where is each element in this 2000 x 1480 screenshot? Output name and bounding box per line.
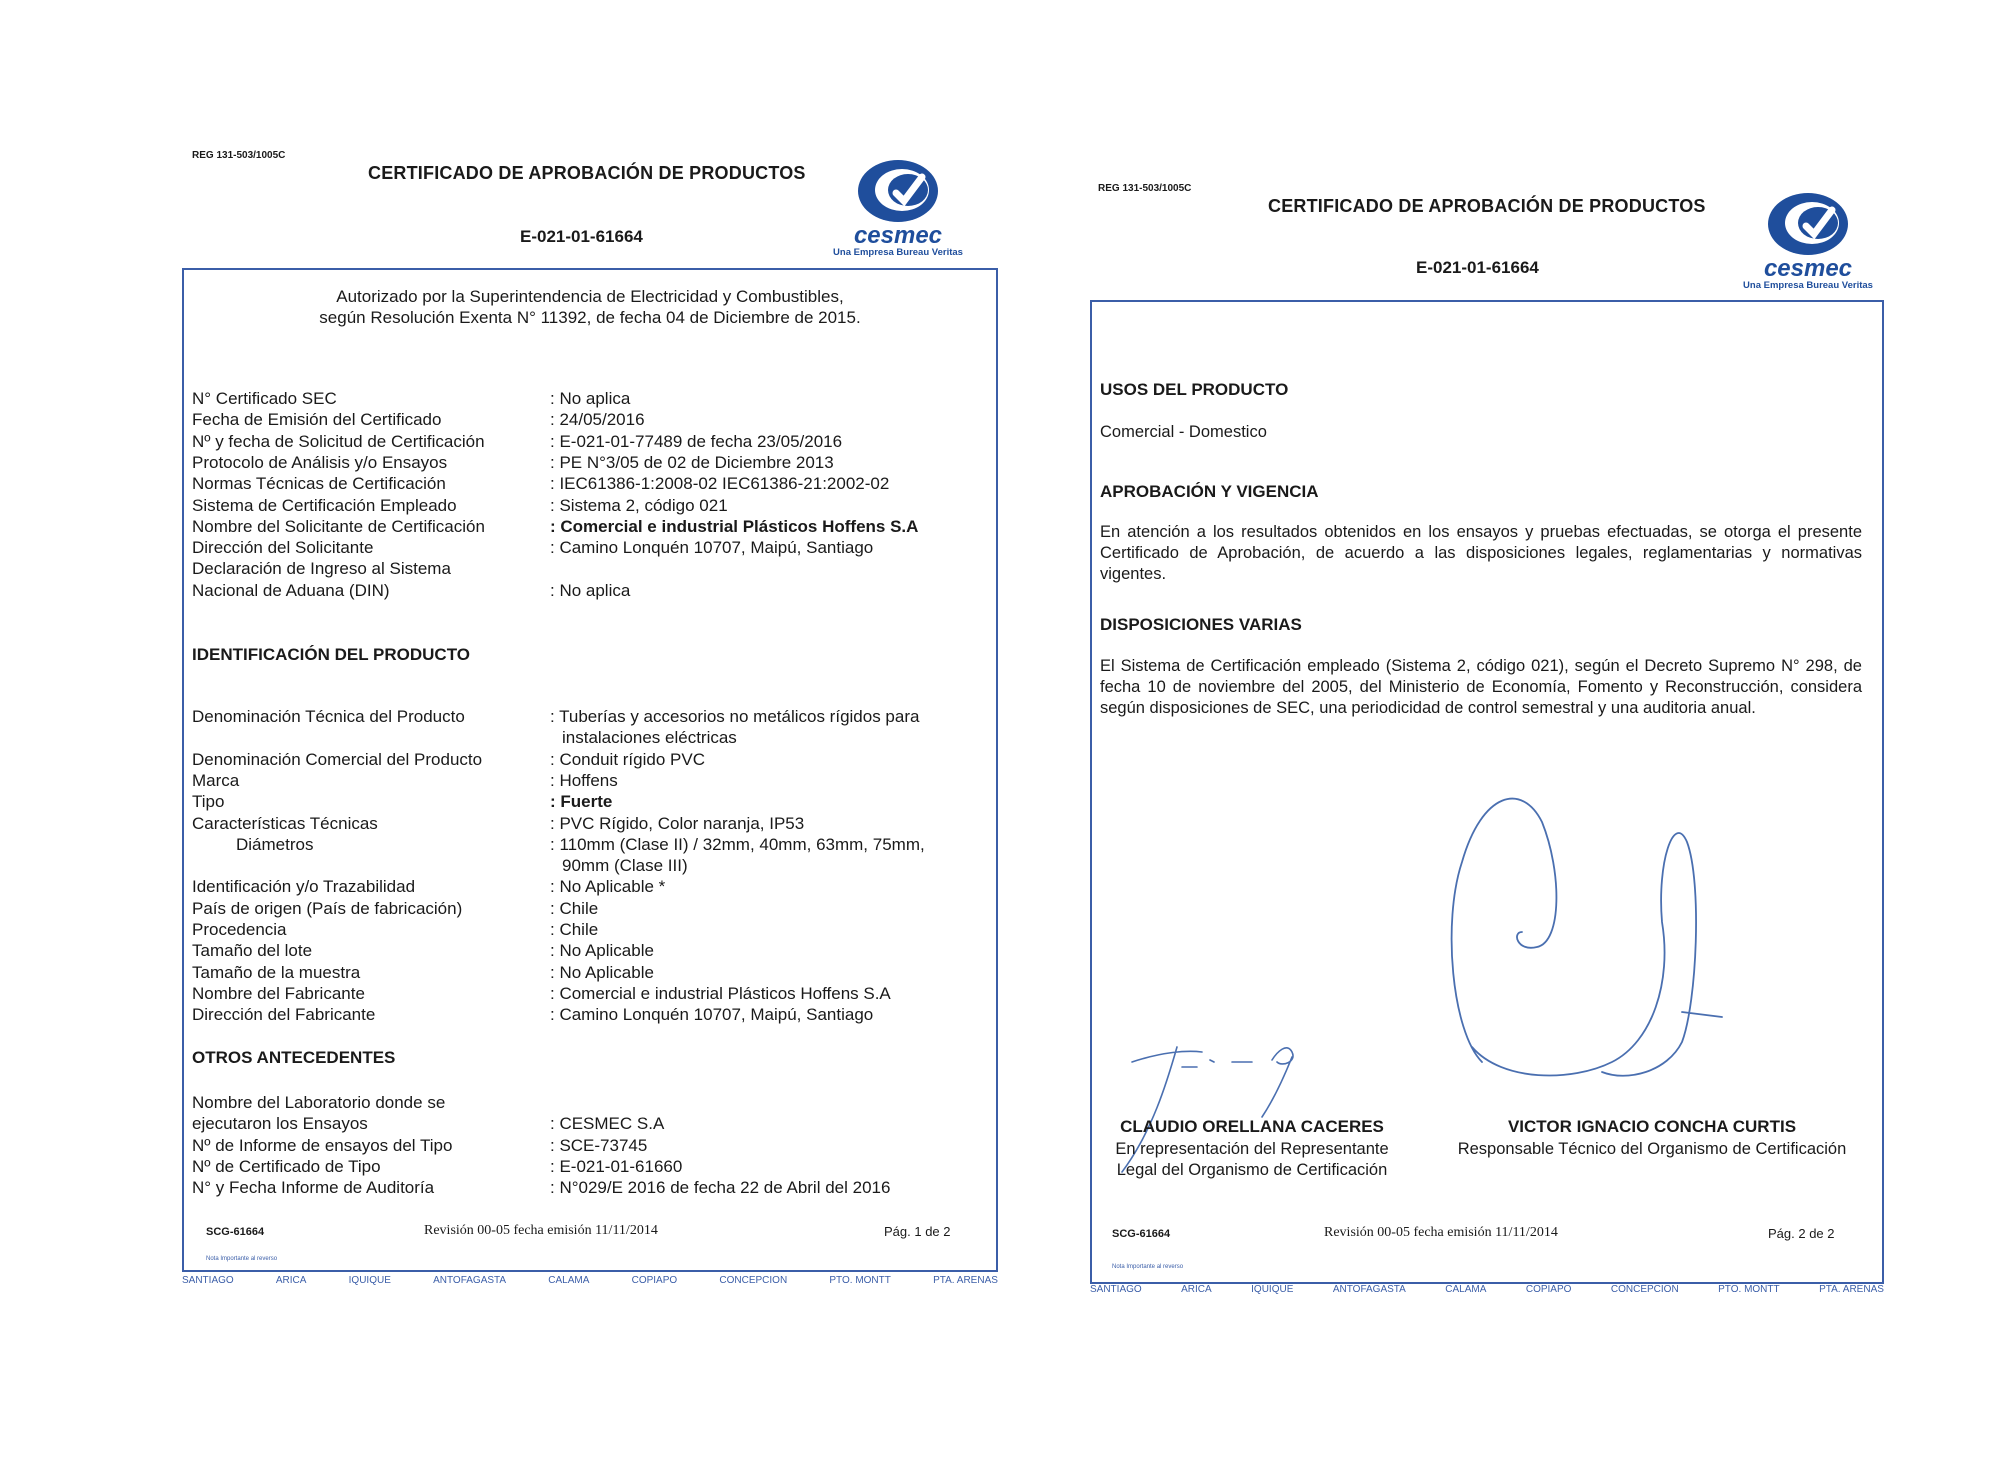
footer-revision: Revisión 00-05 fecha emisión 11/11/2014 bbox=[424, 1223, 658, 1238]
info-value: : No Aplicable bbox=[550, 962, 654, 982]
info-label: Dirección del Fabricante bbox=[192, 1005, 376, 1025]
info-label: Tamaño del lote bbox=[192, 941, 313, 961]
logo-tagline: Una Empresa Bureau Veritas bbox=[1743, 280, 1873, 291]
identification-heading: IDENTIFICACIÓN DEL PRODUCTO bbox=[192, 645, 470, 664]
info-label: Nacional de Aduana (DIN) bbox=[192, 580, 390, 600]
signatory-1-name: CLAUDIO ORELLANA CACERES bbox=[1120, 1117, 1384, 1136]
office-cities bbox=[182, 1275, 998, 1286]
info-value: : No aplica bbox=[550, 580, 631, 600]
info-value: : Tuberías y accesorios no metálicos rígidos para bbox=[550, 707, 920, 726]
city-pto-montt: PTO. MONTT bbox=[1718, 1284, 1780, 1295]
approval-text: En atención a los resultados obtenidos en los ensayos y pruebas efectuadas, se otorga el presente Certificado de Aprobación, de acuerdo a las disposiciones legales, reglamentarias y normativas vigentes. bbox=[1100, 523, 1862, 583]
cesmec-emblem-icon bbox=[1762, 190, 1854, 258]
info-value: : Sistema 2, código 021 bbox=[550, 495, 728, 515]
info-label: Nombre del Fabricante bbox=[192, 983, 365, 1003]
info-label: ejecutaron los Ensayos bbox=[192, 1114, 368, 1134]
city-antofagasta: ANTOFAGASTA bbox=[433, 1275, 507, 1286]
info-label: Nombre del Solicitante de Certificación bbox=[192, 516, 485, 536]
footer-page-number: Pág. 2 de 2 bbox=[1768, 1226, 1835, 1241]
city-iquique: IQUIQUE bbox=[1251, 1284, 1294, 1295]
info-label: Declaración de Ingreso al Sistema bbox=[192, 559, 451, 579]
info-value: : No Aplicable * bbox=[550, 877, 666, 897]
info-value: : PVC Rígido, Color naranja, IP53 bbox=[550, 813, 805, 833]
city-pta-arenas: PTA. ARENAS bbox=[933, 1275, 998, 1286]
certificate-frame bbox=[1090, 300, 1884, 1284]
info-value: : SCE-73745 bbox=[550, 1135, 648, 1155]
info-value: : Camino Lonquén 10707, Maipú, Santiago bbox=[550, 538, 874, 558]
info-label: N° y Fecha Informe de Auditoría bbox=[192, 1178, 435, 1198]
footer-page-number: Pág. 1 de 2 bbox=[884, 1224, 951, 1239]
info-value: : 24/05/2016 bbox=[550, 410, 645, 430]
reg-number: REG 131-503/1005C bbox=[192, 150, 286, 161]
city-santiago: SANTIAGO bbox=[1090, 1284, 1142, 1295]
cesmec-logo bbox=[828, 157, 968, 258]
certificate-frame bbox=[182, 268, 998, 1272]
certificate-code: E-021-01-61664 bbox=[520, 227, 643, 246]
misc-heading: DISPOSICIONES VARIAS bbox=[1100, 615, 1302, 634]
cesmec-logo bbox=[1738, 190, 1878, 291]
city-copiapo: COPIAPO bbox=[631, 1275, 678, 1286]
info-label: Sistema de Certificación Empleado bbox=[192, 495, 457, 515]
info-value: : Hoffens bbox=[550, 770, 618, 790]
certificate-code: E-021-01-61664 bbox=[1416, 258, 1539, 277]
certificate-page-2 bbox=[1088, 178, 1888, 1298]
info-label: Características Técnicas bbox=[192, 813, 378, 833]
signatory-1-role-line-1: En representación del Representante bbox=[1115, 1140, 1389, 1158]
info-label: Nº de Informe de ensayos del Tipo bbox=[192, 1135, 453, 1155]
city-arica: ARICA bbox=[275, 1275, 307, 1286]
info-value: : CESMEC S.A bbox=[550, 1114, 665, 1134]
signature-victor-concha bbox=[1412, 782, 1752, 1082]
other-heading: OTROS ANTECEDENTES bbox=[192, 1048, 396, 1067]
certificate-title: CERTIFICADO DE APROBACIÓN DE PRODUCTOS bbox=[368, 163, 806, 183]
city-calama: CALAMA bbox=[1445, 1284, 1487, 1295]
info-value: : No aplica bbox=[550, 389, 631, 408]
info-value: : Comercial e industrial Plásticos Hoffens S.A bbox=[550, 516, 919, 536]
info-label: Diámetros bbox=[236, 834, 314, 854]
info-value: : N°029/E 2016 de fecha 22 de Abril del 2016 bbox=[550, 1178, 891, 1198]
info-label: Denominación Comercial del Producto bbox=[192, 749, 483, 769]
footer-note: Nota Importante al reverso bbox=[206, 1256, 278, 1262]
footer-revision: Revisión 00-05 fecha emisión 11/11/2014 bbox=[1324, 1225, 1558, 1240]
certificate-title: CERTIFICADO DE APROBACIÓN DE PRODUCTOS bbox=[1268, 196, 1706, 216]
info-value: : E-021-01-77489 de fecha 23/05/2016 bbox=[550, 431, 843, 451]
city-santiago: SANTIAGO bbox=[182, 1275, 234, 1286]
info-label: Denominación Técnica del Producto bbox=[192, 707, 465, 726]
city-concepcion: CONCEPCION bbox=[1610, 1284, 1679, 1295]
city-pto-montt: PTO. MONTT bbox=[829, 1275, 891, 1286]
info-label: Fecha de Emisión del Certificado bbox=[192, 410, 442, 430]
info-label: N° Certificado SEC bbox=[192, 389, 337, 408]
city-copiapo: COPIAPO bbox=[1525, 1284, 1572, 1295]
info-value: : Camino Lonquén 10707, Maipú, Santiago bbox=[550, 1005, 874, 1025]
info-value: : Chile bbox=[550, 898, 599, 918]
authorization-line-2: según Resolución Exenta N° 11392, de fecha 04 de Diciembre de 2015. bbox=[319, 308, 861, 327]
city-pta-arenas: PTA. ARENAS bbox=[1819, 1284, 1884, 1295]
certificate-page-1 bbox=[180, 145, 1010, 1305]
city-calama: CALAMA bbox=[548, 1275, 590, 1286]
footer-note: Nota Importante al reverso bbox=[1112, 1264, 1184, 1270]
info-value: : Comercial e industrial Plásticos Hoffens S.A bbox=[550, 983, 891, 1003]
signatory-2-role: Responsable Técnico del Organismo de Certificación bbox=[1457, 1140, 1847, 1158]
info-value: : Conduit rígido PVC bbox=[550, 749, 705, 769]
cesmec-emblem-icon bbox=[852, 157, 944, 225]
logo-tagline: Una Empresa Bureau Veritas bbox=[833, 247, 963, 258]
footer-code: SCG-61664 bbox=[206, 1226, 265, 1238]
info-label: País de origen (País de fabricación) bbox=[192, 898, 463, 918]
logo-brand: cesmec bbox=[1763, 255, 1853, 282]
info-label: Tipo bbox=[192, 792, 225, 812]
city-iquique: IQUIQUE bbox=[348, 1275, 391, 1286]
uses-heading: USOS DEL PRODUCTO bbox=[1100, 380, 1289, 399]
info-value: : 110mm (Clase II) / 32mm, 40mm, 63mm, 75mm, bbox=[550, 834, 925, 854]
info-value: instalaciones eléctricas bbox=[562, 728, 737, 748]
authorization-line-1: Autorizado por la Superintendencia de Electricidad y Combustibles, bbox=[336, 287, 844, 306]
office-cities bbox=[1090, 1284, 1884, 1295]
info-label: Normas Técnicas de Certificación bbox=[192, 474, 446, 494]
info-label: Protocolo de Análisis y/o Ensayos bbox=[192, 452, 448, 472]
info-value: : Chile bbox=[550, 920, 599, 939]
info-value: : Fuerte bbox=[550, 792, 613, 812]
info-label: Procedencia bbox=[192, 920, 287, 939]
city-antofagasta: ANTOFAGASTA bbox=[1332, 1284, 1406, 1295]
uses-text: Comercial - Domestico bbox=[1100, 423, 1267, 441]
info-value: 90mm (Clase III) bbox=[562, 856, 688, 876]
signatory-2-name: VICTOR IGNACIO CONCHA CURTIS bbox=[1507, 1117, 1797, 1136]
footer-code: SCG-61664 bbox=[1112, 1228, 1171, 1240]
city-arica: ARICA bbox=[1181, 1284, 1212, 1295]
info-label: Nombre del Laboratorio donde se bbox=[192, 1093, 446, 1112]
misc-text: El Sistema de Certificación empleado (Sistema 2, código 021), según el Decreto Supremo N° 298, de fecha 10 de noviembre del 2005, del Ministerio de Economía, Fomento y Reconstrucción, considera según disposiciones de SEC, una periodicidad de control semestral y una auditoria anual. bbox=[1100, 657, 1862, 717]
info-value: : PE N°3/05 de 02 de Diciembre 2013 bbox=[550, 452, 834, 472]
info-value: : No Aplicable bbox=[550, 941, 654, 961]
approval-heading: APROBACIÓN Y VIGENCIA bbox=[1100, 482, 1319, 501]
info-value: : IEC61386-1:2008-02 IEC61386-21:2002-02 bbox=[550, 474, 890, 494]
info-label: Identificación y/o Trazabilidad bbox=[192, 877, 416, 897]
signatory-1-role-line-2: Legal del Organismo de Certificación bbox=[1116, 1161, 1388, 1179]
info-label: Dirección del Solicitante bbox=[192, 538, 374, 558]
city-concepcion: CONCEPCION bbox=[719, 1275, 788, 1286]
info-label: Tamaño de la muestra bbox=[192, 962, 361, 982]
logo-brand: cesmec bbox=[853, 222, 943, 249]
info-label: Marca bbox=[192, 770, 240, 790]
info-value: : E-021-01-61660 bbox=[550, 1156, 683, 1176]
info-label: Nº de Certificado de Tipo bbox=[192, 1156, 381, 1176]
info-label: Nº y fecha de Solicitud de Certificación bbox=[192, 431, 485, 451]
reg-number: REG 131-503/1005C bbox=[1098, 183, 1192, 194]
